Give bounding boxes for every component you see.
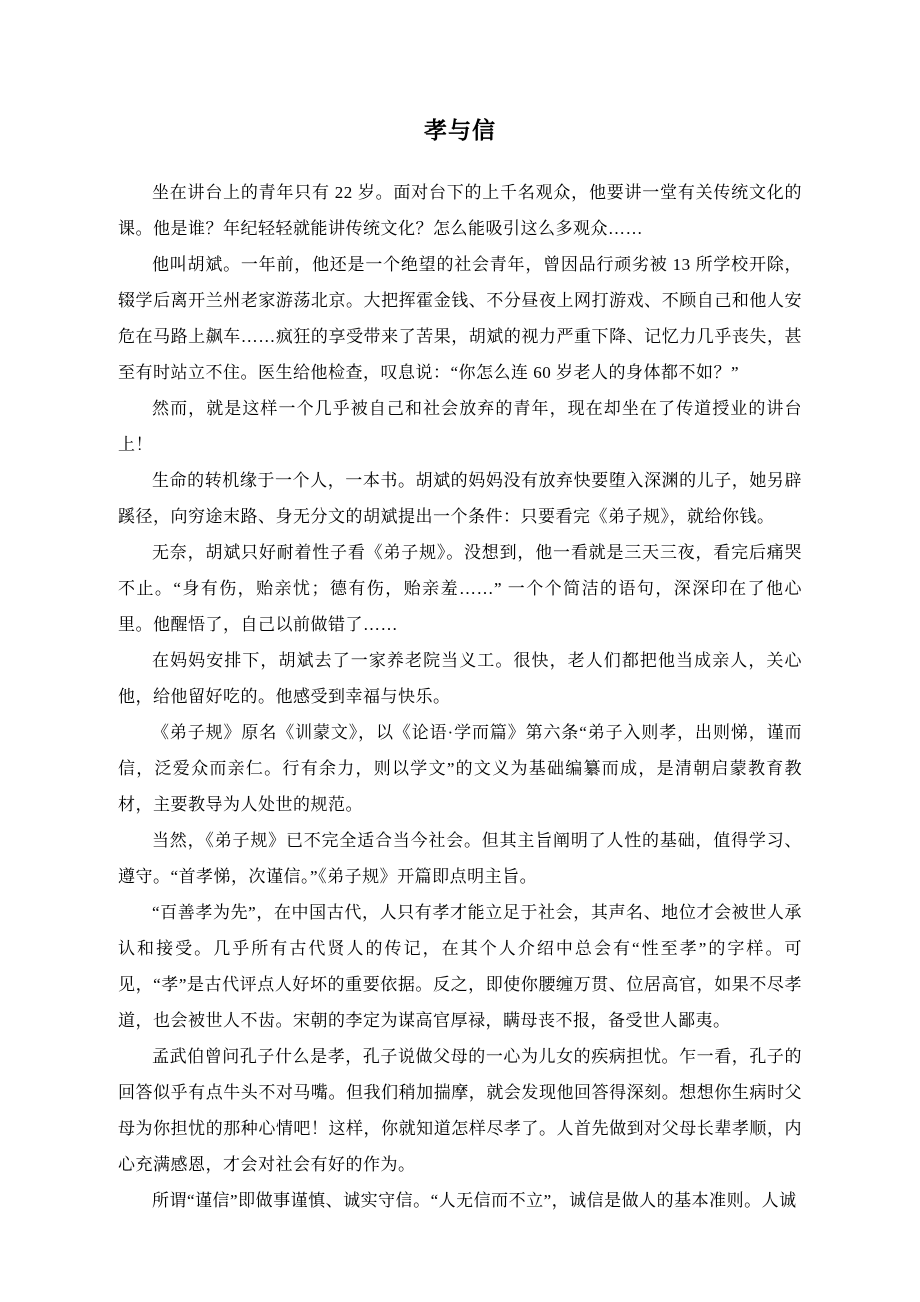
paragraph: “百善孝为先”，在中国古代，人只有孝才能立足于社会，其声名、地位才会被世人承认和接受。几乎所有古代贤人的传记，在其个人介绍中总会有“性至孝”的字样。可见，“孝”是古代评点人好坏的重要依据。反之，即使你腰缠万贯、位居高官，如果不尽孝道，也会被世人不齿。宋朝的李定为谋高官厚禄，瞒母丧不报，备受世人鄙夷。 bbox=[118, 903, 802, 1030]
document-body bbox=[118, 175, 802, 1219]
paragraph: 生命的转机缘于一个人，一本书。胡斌的妈妈没有放弃快要堕入深渊的儿子，她另辟蹊径，向穷途末路、身无分文的胡斌提出一个条件：只要看完《弟子规》，就给你钱。 bbox=[118, 471, 802, 526]
paragraph: 所谓“谨信”即做事谨慎、诚实守信。“人无信而不立”，诚信是做人的基本准则。人诚 bbox=[152, 1191, 797, 1210]
paragraph: 他叫胡斌。一年前，他还是一个绝望的社会青年，曾因品行顽劣被 13 所学校开除，辍学后离开兰州老家游荡北京。大把挥霍金钱、不分昼夜上网打游戏、不顾自己和他人安危在马路上飙车……疯狂的享受带来了苦果，胡斌的视力严重下降、记忆力几乎丧失，甚至有时站立不住。医生给他检查，叹息说：“你怎么连 60 岁老人的身体都不如？” bbox=[118, 255, 802, 382]
document-title: 孝与信 bbox=[424, 118, 496, 143]
paragraph: 在妈妈安排下，胡斌去了一家养老院当义工。很快，老人们都把他当成亲人，关心他，给他留好吃的。他感受到幸福与快乐。 bbox=[118, 651, 802, 706]
paragraph: 《弟子规》原名《训蒙文》，以《论语·学而篇》第六条“弟子入则孝，出则悌，谨而信，泛爱众而亲仁。行有余力，则以学文”的文义为基础编纂而成，是清朝启蒙教育教材，主要教导为人处世的规范。 bbox=[118, 723, 802, 814]
paragraph: 孟武伯曾问孔子什么是孝，孔子说做父母的一心为儿女的疾病担忧。乍一看，孔子的回答似乎有点牛头不对马嘴。但我们稍加揣摩，就会发现他回答得深刻。想想你生病时父母为你担忧的那种心情吧！这样，你就知道怎样尽孝了。人首先做到对父母长辈孝顺，内心充满感恩，才会对社会有好的作为。 bbox=[118, 1047, 802, 1174]
paragraph: 然而，就是这样一个几乎被自己和社会放弃的青年，现在却坐在了传道授业的讲台上！ bbox=[118, 399, 802, 454]
paragraph: 当然，《弟子规》已不完全适合当今社会。但其主旨阐明了人性的基础，值得学习、遵守。“首孝悌，次谨信。”《弟子规》开篇即点明主旨。 bbox=[118, 831, 802, 886]
paragraph: 坐在讲台上的青年只有 22 岁。面对台下的上千名观众，他要讲一堂有关传统文化的课。他是谁？年纪轻轻就能讲传统文化？怎么能吸引这么多观众…… bbox=[118, 183, 802, 238]
paragraph: 无奈，胡斌只好耐着性子看《弟子规》。没想到，他一看就是三天三夜，看完后痛哭不止。“身有伤，贻亲忧；德有伤，贻亲羞……” 一个个简洁的语句，深深印在了他心里。他醒悟了，自己以前做错了…… bbox=[118, 543, 802, 634]
